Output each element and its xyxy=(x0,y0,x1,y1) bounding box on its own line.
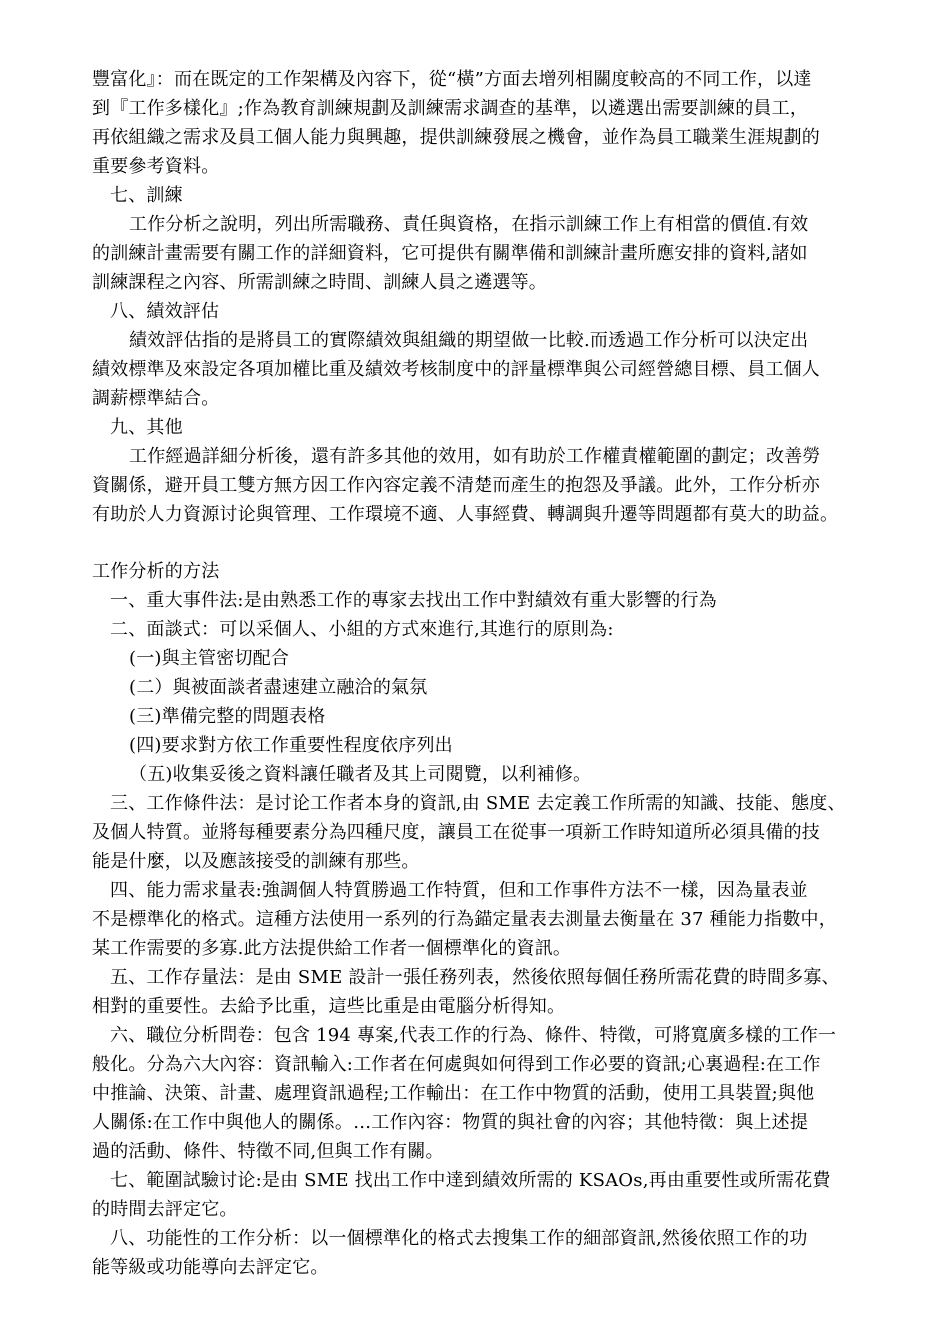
sub-item: (四)要求對方依工作重要性程度依序列出 xyxy=(129,735,453,756)
text-line: 到『工作多樣化』;作為教育訓練規劃及訓練需求調查的基準，以遴選出需要訓練的員工， xyxy=(92,98,809,119)
text-line: 的訓練計畫需要有關工作的詳細資料，它可提供有關準備和訓練計畫所應安排的資料,諸如 xyxy=(92,243,808,264)
text-line: 四、能力需求量表:強調個人特質勝過工作特質，但和工作事件方法不一樣，因為量表並 xyxy=(110,880,808,901)
text-line: 六、職位分析問卷：包含 194 專案,代表工作的行為、條件、特徵，可將寬廣多樣的工作一 xyxy=(110,1025,837,1046)
text-line: 七、範圍試驗讨论:是由 SME 找出工作中達到績效所需的 KSAOs,再由重要性或所需花費 xyxy=(110,1170,831,1191)
text-line: 再依組織之需求及員工個人能力與興趣，提供訓練發展之機會，並作為員工職業生涯規劃的 xyxy=(92,127,820,148)
text-line: 人關係:在工作中與他人的關係。…工作內容：物質的與社會的內容；其他特徵：與上述提 xyxy=(92,1112,809,1133)
text-line: 績效標準及來設定各項加權比重及績效考核制度中的評量標準與公司經營總目標、員工個人 xyxy=(92,359,820,380)
sub-item: (二）與被面談者盡速建立融洽的氣氛 xyxy=(129,677,428,698)
text-line: 八、功能性的工作分析：以一個標準化的格式去搜集工作的細部資訊,然後依照工作的功 xyxy=(110,1228,808,1249)
section-heading-other: 九、其他 xyxy=(110,417,183,438)
text-line: 相對的重要性。去給予比重，這些比重是由電腦分析得知。 xyxy=(92,996,566,1017)
text-line: 調薪標準結合。 xyxy=(92,388,220,409)
text-line: 及個人特質。並將每種要素分為四種尺度，讓員工在從事一項新工作時知道所必須具備的技 xyxy=(92,822,820,843)
text-line: 工作經過詳細分析後，還有許多其他的效用，如有助於工作權責權範圍的劃定；改善勞 xyxy=(129,446,821,467)
section-heading-performance: 八、績效評估 xyxy=(110,301,220,322)
text-line: 過的活動、條件、特徵不同,但與工作有關。 xyxy=(92,1141,444,1162)
text-line: 般化。分為六大內容：資訊輸入:工作者在何處與如何得到工作必要的資訊;心裏過程:在工作 xyxy=(92,1054,821,1075)
text-line: 能是什麼，以及應該接受的訓練有那些。 xyxy=(92,851,420,872)
sub-item: （五)收集妥後之資料讓任職者及其上司閱覽，以利補修。 xyxy=(129,764,592,785)
text-line: 訓練課程之內容、所需訓練之時間、訓練人員之遴選等。 xyxy=(92,272,547,293)
text-line: 一、重大事件法:是由熟悉工作的專家去找出工作中對績效有重大影響的行為 xyxy=(110,590,717,611)
text-line: 能等級或功能導向去評定它。 xyxy=(92,1257,329,1278)
text-line: 績效評估指的是將員工的實際績效與組織的期望做一比較.而透過工作分析可以決定出 xyxy=(129,330,809,351)
text-line: 資關係，避开員工雙方無方因工作內容定義不清楚而產生的抱怨及爭議。此外，工作分析亦 xyxy=(92,475,820,496)
text-line: 不是標準化的格式。這種方法使用一系列的行為錨定量表去測量去衡量在 37 種能力指數中， xyxy=(92,909,837,930)
section-title-methods: 工作分析的方法 xyxy=(92,561,220,582)
text-line: 五、工作存量法：是由 SME 設計一張任務列表，然後依照每個任務所需花費的時間多寡、 xyxy=(110,967,840,988)
text-line: 豐富化』：而在既定的工作架構及內容下，從“橫”方面去增列相關度較高的不同工作，以達 xyxy=(92,69,812,90)
text-line: 重要參考資料。 xyxy=(92,156,220,177)
text-line: 三、工作條件法：是讨论工作者本身的資訊,由 SME 去定義工作所需的知識、技能、態度、 xyxy=(110,793,846,814)
sub-item: (三)準備完整的問題表格 xyxy=(129,706,326,727)
section-heading-training: 七、訓練 xyxy=(110,185,183,206)
sub-item: (一)與主管密切配合 xyxy=(129,648,290,669)
text-line: 二、面談式：可以采個人、小組的方式來進行,其進行的原則為: xyxy=(110,619,614,640)
text-line: 工作分析之說明，列出所需職務、責任與資格，在指示訓練工作上有相當的價值.有效 xyxy=(129,214,809,235)
text-line: 某工作需要的多寡.此方法提供給工作者一個標準化的資訊。 xyxy=(92,938,572,959)
text-line: 的時間去評定它。 xyxy=(92,1199,238,1220)
text-line: 中推論、決策、計畫、處理資訊過程;工作輸出：在工作中物質的活動，使用工具裝置;與他 xyxy=(92,1083,815,1104)
text-line: 有助於人力資源讨论與管理、工作環境不適、人事經費、轉調與升遷等問題都有莫大的助益。 xyxy=(92,504,839,525)
